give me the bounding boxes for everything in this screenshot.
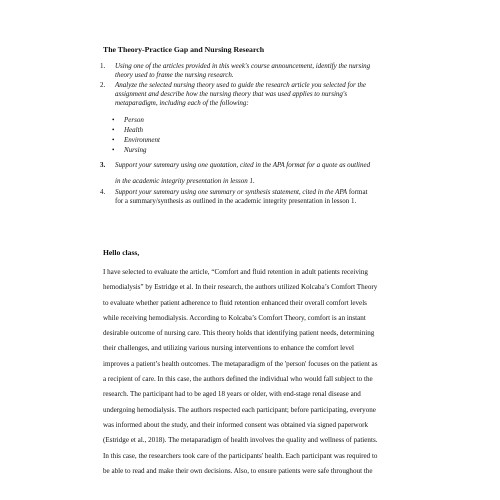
instruction-number: 3. [100, 161, 106, 169]
bullet-icon: • [112, 126, 115, 134]
body-line: to evaluate whether patient adherence to fluid retention enhanced their overall comfort levels [103, 298, 367, 307]
bullet-icon: • [112, 136, 115, 144]
body-line: hemodialysis” by Estridge et al. In their research, the authors utilized Kolcaba’s Comfort Theory [103, 283, 378, 292]
body-line: (Estridge et al., 2018). The metaparadigm of health involves the quality and wellness of patients. [103, 436, 378, 445]
body-line: their challenges, and utilizing various nursing interventions to enhance the comfort level [103, 344, 354, 353]
bullet-icon: • [112, 146, 115, 154]
instruction-line: for a summary/synthesis as outlined in the academic integrity presentation in lesson 1. [115, 197, 357, 205]
body-paragraph [103, 265, 400, 479]
instruction-number: 2. [100, 81, 106, 89]
instruction-number: 1. [100, 62, 106, 70]
list-item: • Health [112, 126, 144, 134]
body-line: In this case, the researchers took care of the participants' health. Each participant was required to [103, 451, 378, 460]
instruction-line: Using one of the articles provided in this week's course announcement, identify the nursing [115, 62, 371, 70]
body-line: I have selected to evaluate the article, “Comfort and fluid retention in adult patients receiving [103, 268, 368, 276]
list-item: • Environment [112, 136, 160, 144]
bullet-icon: • [112, 116, 115, 124]
instruction-line: Support your summary using one summary or synthesis statement, cited in the APA format [115, 188, 368, 196]
instruction-line: Support your summary using one quotation, cited in the APA format for a quote as outlined [115, 161, 371, 169]
list-item: • Person [112, 116, 144, 124]
body-line: be able to read and make their own decisions. Also, to ensure patients were safe throughout the [103, 466, 373, 475]
body-line: while receiving hemodialysis. According to Kolcaba’s Comfort Theory, comfort is an instant [103, 313, 366, 322]
body-line: research. The participant had to be aged 18 years or older, with end-stage renal disease and [103, 390, 361, 399]
instruction-number: 4. [100, 188, 106, 196]
instruction-line: theory used to frame the nursing research. [115, 71, 234, 79]
body-line: undergoing hemodialysis. The authors respected each participant; before participating, everyone [103, 405, 376, 414]
body-line: improves a patient’s health outcomes. The metaparadigm of the 'person' focuses on the patient as [103, 359, 378, 368]
instruction-line: assignment and describe how the nursing theory that was used applies to nursing's [115, 90, 348, 98]
body-line: desirable outcome of nursing care. This theory holds that identifying patient needs, determining [103, 329, 375, 338]
instruction-line: metaparadigm, including each of the following: [115, 99, 249, 107]
instruction-line: Analyze the selected nursing theory used to guide the research article you selected for the [115, 81, 367, 89]
greeting: Hello class, [103, 248, 140, 257]
list-item: • Nursing [112, 146, 147, 154]
instruction-line: in the academic integrity presentation in lesson 1. [115, 177, 255, 185]
body-line: was informed about the study, and their informed consent was obtained via signed paperwork [103, 420, 369, 429]
assignment-title: The Theory-Practice Gap and Nursing Research [103, 45, 265, 54]
metaparadigm-list [112, 115, 160, 155]
body-line: a recipient of care. In this case, the authors defined the individual who would fall subject to the [103, 375, 373, 384]
